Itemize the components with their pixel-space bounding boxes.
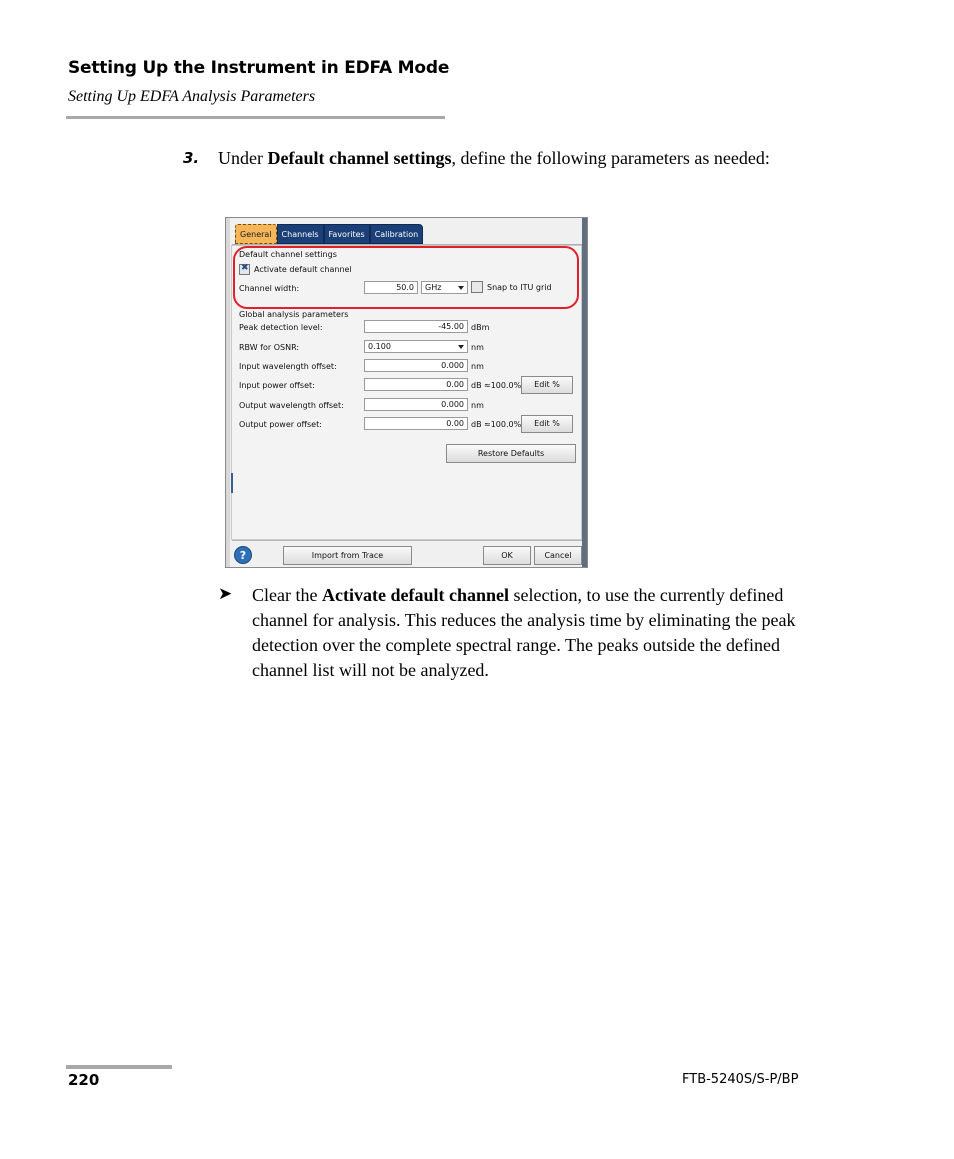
rbw-label: RBW for OSNR:	[239, 343, 300, 352]
snap-itu-label: Snap to ITU grid	[487, 283, 552, 292]
global-section-title: Global analysis parameters	[239, 310, 349, 319]
import-from-trace-button[interactable]: Import from Trace	[283, 546, 412, 565]
bullet-text-bold: Activate default channel	[321, 585, 509, 605]
channel-width-input[interactable]: 50.0	[364, 281, 418, 294]
bullet-text-before: Clear the	[252, 585, 322, 605]
output-power-percent: ≈100.0%	[484, 420, 522, 429]
channel-width-unit: GHz	[425, 283, 442, 292]
input-power-input[interactable]: 0.00	[364, 378, 468, 391]
output-power-unit: dB	[471, 420, 482, 429]
highlight-ring	[233, 246, 579, 309]
peak-detection-unit: dBm	[471, 323, 490, 332]
input-wavelength-input[interactable]: 0.000	[364, 359, 468, 372]
ok-button[interactable]: OK	[483, 546, 531, 565]
step-text	[218, 146, 818, 171]
step-text-before: Under	[218, 148, 268, 168]
output-wavelength-unit: nm	[471, 401, 484, 410]
section-subtitle: Setting Up EDFA Analysis Parameters	[68, 88, 316, 105]
step-number: 3.	[183, 149, 200, 167]
output-power-input[interactable]: 0.00	[364, 417, 468, 430]
restore-defaults-button[interactable]: Restore Defaults	[446, 444, 576, 463]
input-power-label: Input power offset:	[239, 381, 315, 390]
header-rule	[66, 116, 445, 119]
help-icon[interactable]: ?	[234, 546, 252, 564]
tab-channels[interactable]: Channels	[277, 224, 324, 244]
peak-detection-input[interactable]: -45.00	[364, 320, 468, 333]
tab-calibration[interactable]: Calibration	[370, 224, 424, 244]
rbw-unit: nm	[471, 343, 484, 352]
input-power-unit: dB	[471, 381, 482, 390]
cancel-button[interactable]: Cancel	[534, 546, 582, 565]
input-power-percent: ≈100.0%	[484, 381, 522, 390]
page-number: 220	[68, 1071, 100, 1089]
input-wavelength-label: Input wavelength offset:	[239, 362, 337, 371]
bullet-text	[252, 583, 832, 683]
section-title: Setting Up the Instrument in EDFA Mode	[68, 58, 450, 78]
rbw-select[interactable]	[364, 340, 468, 353]
right-bar	[582, 218, 587, 567]
scroll-indicator	[231, 473, 233, 493]
step-text-after: , define the following parameters as needed:	[451, 148, 770, 168]
bullet-text-after: selection, to use the currently defined channel for analysis. This reduces the analysis time by eliminating the peak detection over the complete spectral range. The peaks outside the defined channel list will not be analyzed.	[252, 585, 796, 680]
channel-width-label: Channel width:	[239, 284, 300, 293]
footer-rule	[66, 1065, 172, 1069]
step-text-bold: Default channel settings	[267, 148, 452, 168]
tab-favorites[interactable]: Favorites	[324, 224, 370, 244]
input-wavelength-unit: nm	[471, 362, 484, 371]
output-power-label: Output power offset:	[239, 420, 322, 429]
model-number: FTB-5240S/S-P/BP	[682, 1072, 799, 1087]
rbw-value: 0.100	[368, 342, 391, 351]
tab-bar	[235, 224, 423, 244]
input-edit-percent-button[interactable]: Edit %	[521, 376, 573, 394]
footer-separator	[232, 540, 582, 541]
settings-screenshot	[225, 217, 588, 568]
tab-general[interactable]: General	[235, 224, 277, 244]
left-strip	[226, 218, 230, 567]
output-wavelength-input[interactable]: 0.000	[364, 398, 468, 411]
peak-detection-label: Peak detection level:	[239, 323, 323, 332]
default-section-title: Default channel settings	[239, 250, 337, 259]
output-edit-percent-button[interactable]: Edit %	[521, 415, 573, 433]
output-wavelength-label: Output wavelength offset:	[239, 401, 344, 410]
activate-default-label: Activate default channel	[254, 265, 352, 274]
chevron-down-icon	[458, 345, 464, 349]
bullet-arrow-icon: ➤	[218, 584, 233, 604]
